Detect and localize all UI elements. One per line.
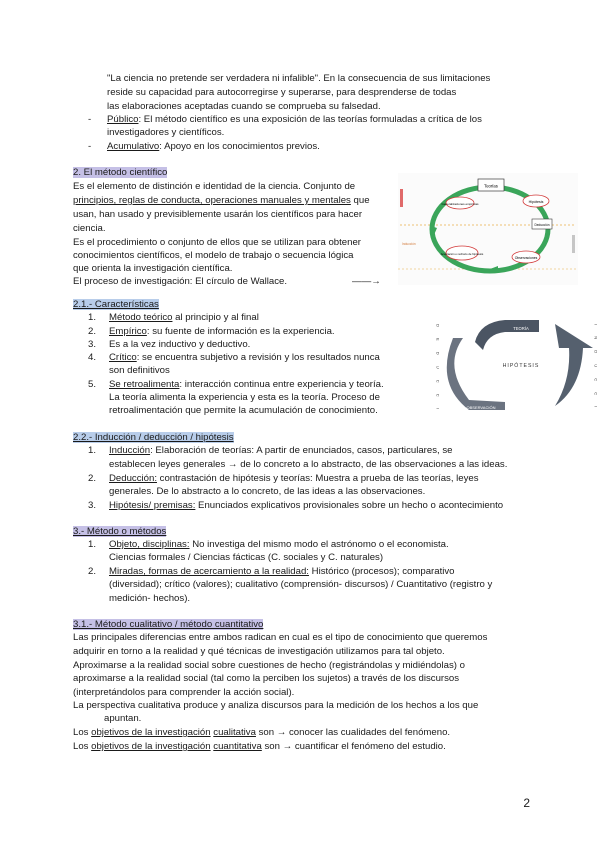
deduccion-label: Deducción: [534, 223, 550, 227]
s31-line-7: apuntan.: [104, 713, 142, 724]
acumulativo-line: [107, 140, 320, 153]
s21-item-2-term: Empírico: [109, 326, 147, 337]
s2-line-7: que orienta la investigación científica.: [73, 263, 233, 274]
s22-item-1: [109, 444, 452, 457]
section-2-heading-text: 2. El método científico: [73, 167, 168, 178]
cycle-figure: [435, 318, 600, 410]
wallace-circle-figure: [398, 173, 578, 285]
s22-item-1-number: 1.: [88, 445, 97, 456]
section-3-heading: [73, 525, 166, 538]
s31-line-1: Las principales diferencias entre ambos radican en cual es el tipo de conocimiento que queremos: [73, 632, 488, 643]
s21-item-4-text: : se encuentra subjetivo a revisión y los resultados nunca: [136, 352, 380, 363]
s21-item-3: Es a la vez inductivo y deductivo.: [109, 339, 251, 350]
s31-line-4: aproximarse a la realidad social (tal como la perciben los sujetos) a través de los discursos: [73, 673, 460, 684]
cycle-svg: [435, 318, 600, 410]
s31-line-5: (interpretándolos para comprender la acción social).: [73, 687, 295, 698]
s2-line-2-rest: que: [350, 195, 370, 206]
publico-text: : El método científico es una exposición de las teorías formuladas a crítica de los: [138, 114, 482, 125]
s22-item-2: [109, 472, 479, 485]
s31-line-9-objetivos: objetivos de la investigación: [91, 741, 211, 752]
publico-term: Público: [107, 114, 139, 125]
s22-item-3-text: Enunciados explicativos provisionales sobre un hecho o acontecimiento: [195, 500, 504, 511]
s21-item-2: [109, 325, 335, 338]
s31-line-9-cuantitativa: cuantitativa: [213, 741, 262, 752]
s21-item-1-text: al principio y al final: [172, 312, 259, 323]
dash-bullet: -: [88, 141, 92, 152]
s3-item-1-text: No investiga del mismo modo el astrónomo o el economista.: [189, 539, 449, 550]
cycle-arrow-right: [555, 324, 593, 406]
s22-item-1-term: Inducción: [109, 445, 151, 456]
s2-line-4: ciencia.: [73, 223, 106, 234]
section-2-1-heading: [73, 298, 159, 311]
wallace-circle-svg: [398, 173, 578, 285]
teoria-label: TEORÍA: [513, 326, 529, 331]
s3-item-2-line-2: (diversidad); crítico (valores); cualitativo (comprensión- discursos) / Cuantitativo (registro y: [109, 579, 493, 590]
s31-line-8-start: Los: [73, 727, 92, 738]
s21-item-4: [109, 351, 380, 364]
s22-item-3-number: 3.: [88, 500, 97, 511]
s22-item-2-term: Deducción:: [109, 473, 157, 484]
s21-item-3-number: 3.: [88, 339, 97, 350]
section-3-1-heading: [73, 618, 263, 631]
s22-item-2-line-2: generales. De lo abstracto a lo concreto, de las ideas a las observaciones.: [109, 486, 426, 497]
s3-item-1-line-2: Ciencias formales / Ciencias fácticas (C. sociales y C. naturales): [109, 552, 384, 563]
section-2-heading: [73, 166, 167, 179]
cycle-arrow-top: [475, 320, 539, 350]
acumulativo-text: : Apoyo en los conocimientos previos.: [159, 141, 320, 152]
section-3-1-heading-text: 3.1.- Método cualitativo / método cuantitativo: [73, 619, 264, 630]
s21-item-1: [109, 311, 259, 324]
s3-item-1-number: 1.: [88, 539, 97, 550]
aceptacion-label: Aceptación o rechazo de hipótesis: [440, 252, 484, 256]
s3-item-2-number: 2.: [88, 566, 97, 577]
s21-item-5: [109, 378, 384, 391]
s31-line-9: [73, 740, 446, 753]
section-2-2-heading-text: 2.2.- Inducción / deducción / hipótesis: [73, 432, 234, 443]
s31-line-2: adquirir en torno a la realidad y qué técnicas de investigación utilizamos para tal objeto.: [73, 646, 445, 657]
deduccion-vertical-label: D E D U C C I Ó N: [435, 324, 441, 410]
s21-item-5-term: Se retroalimenta: [109, 379, 180, 390]
s3-item-2-term: Miradas, formas de acercamiento a la realidad:: [109, 566, 309, 577]
hipotesis-label: Hipótesis: [528, 200, 544, 204]
s22-item-1-text: : Elaboración de teorías: A partir de enunciados, casos, particulares, se: [150, 445, 453, 456]
s2-principles-underlined: principios, reglas de conducta, operaciones manuales y mentales: [73, 195, 351, 206]
s22-item-2-number: 2.: [88, 473, 97, 484]
s22-item-2-text: contrastación de hipótesis y teorías: Muestra a prueba de las teorías, leyes: [157, 473, 479, 484]
s22-item-3-term: Hipótesis/ premisas:: [109, 500, 196, 511]
s21-item-1-number: 1.: [88, 312, 97, 323]
section-3-heading-text: 3.- Método o métodos: [73, 526, 167, 537]
s31-line-8-cualitativa: cualitativa: [213, 727, 256, 738]
hipotesis-cycle-label: HIPÓTESIS: [502, 363, 540, 369]
figure-marker: [400, 189, 403, 207]
s3-item-2-line-3: medición- hechos).: [109, 593, 191, 604]
s21-item-4-line-2: son definitivos: [109, 365, 170, 376]
s21-item-2-text: : su fuente de información es la experiencia.: [146, 326, 335, 337]
s2-line-8: El proceso de investigación: El círculo de Wallace.: [73, 276, 288, 287]
figure-marker: [572, 235, 575, 253]
dash-bullet: -: [88, 114, 92, 125]
cycle-arrow-left: [447, 338, 505, 410]
quote-line-2: reside su capacidad para autocorregirse y superarse, para desprenderse de todas: [107, 87, 457, 98]
s3-item-1-term: Objeto, disciplinas:: [109, 539, 190, 550]
induccion-label: Inducción: [402, 242, 416, 246]
s31-line-8-rest: son → conocer las cualidades del fenómeno.: [255, 727, 451, 738]
s31-line-8: [73, 726, 450, 739]
s2-line-3: usan, han usado y previsiblemente usarán los científicos para hacer: [73, 209, 363, 220]
page-number: 2: [523, 796, 530, 810]
s21-item-5-text: : interacción continua entre experiencia y teoría.: [179, 379, 384, 390]
s22-item-3: [109, 499, 503, 512]
teorias-label: Teorías: [484, 183, 498, 189]
s2-line-2: [73, 194, 370, 207]
s2-line-1: Es el elemento de distinción e identidad de la ciencia. Conjunto de: [73, 181, 356, 192]
section-2-1-heading-text: 2.1.- Características: [73, 299, 159, 310]
s22-item-1-line-2: establecen leyes generales → de lo concreto a lo abstracto, de las observaciones a las ideas.: [109, 459, 508, 470]
s21-item-5-number: 5.: [88, 379, 97, 390]
s31-line-9-start: Los: [73, 741, 92, 752]
s31-line-6: La perspectiva cualitativa produce y analiza discursos para la medición de los hechos a los que: [73, 700, 479, 711]
acumulativo-term: Acumulativo: [107, 141, 160, 152]
s21-item-2-number: 2.: [88, 326, 97, 337]
s21-item-1-term: Método teórico: [109, 312, 173, 323]
s21-item-5-line-2: La teoría alimenta la experiencia y esta es la teoría. Proceso de: [109, 392, 380, 403]
s2-arrow: ——→: [352, 276, 381, 287]
s2-line-6: conocimientos científicos, el modelo de trabajo o secuencia lógica: [73, 250, 354, 261]
s21-item-5-line-3: retroalimentación que permite la acumulación de conocimiento.: [109, 405, 378, 416]
induccion-vertical-label: I N D U C C I Ó N: [593, 324, 599, 410]
s31-line-3: Aproximarse a la realidad social sobre cuestiones de hecho (registrándolas y midiéndolas) o: [73, 660, 465, 671]
generalizaciones-label: Generalizaciones empíricas: [441, 202, 479, 206]
s2-line-5: Es el procedimiento o conjunto de ellos que se utilizan para obtener: [73, 237, 361, 248]
quote-line-3: las elaboraciones aceptadas cuando se comprueba su falsedad.: [107, 101, 381, 112]
s3-item-2: [109, 565, 455, 578]
publico-line-1: [107, 113, 482, 126]
observacion-label: OBSERVACIÓN: [466, 405, 496, 410]
publico-line-2: investigadores y científicos.: [107, 127, 225, 138]
quote-line-1: "La ciencia no pretende ser verdadera ni infalible". En la consecuencia de sus limitaciones: [107, 73, 491, 84]
s3-item-1: [109, 538, 449, 551]
s31-line-9-rest: son → cuantificar el fenómeno del estudio.: [261, 741, 446, 752]
s21-item-4-term: Crítico: [109, 352, 137, 363]
observaciones-label: Observaciones: [514, 256, 538, 260]
s3-item-2-text: Histórico (procesos); comparativo: [308, 566, 455, 577]
s21-item-4-number: 4.: [88, 352, 97, 363]
s31-line-8-objetivos: objetivos de la investigación: [91, 727, 211, 738]
section-2-2-heading: [73, 431, 234, 444]
